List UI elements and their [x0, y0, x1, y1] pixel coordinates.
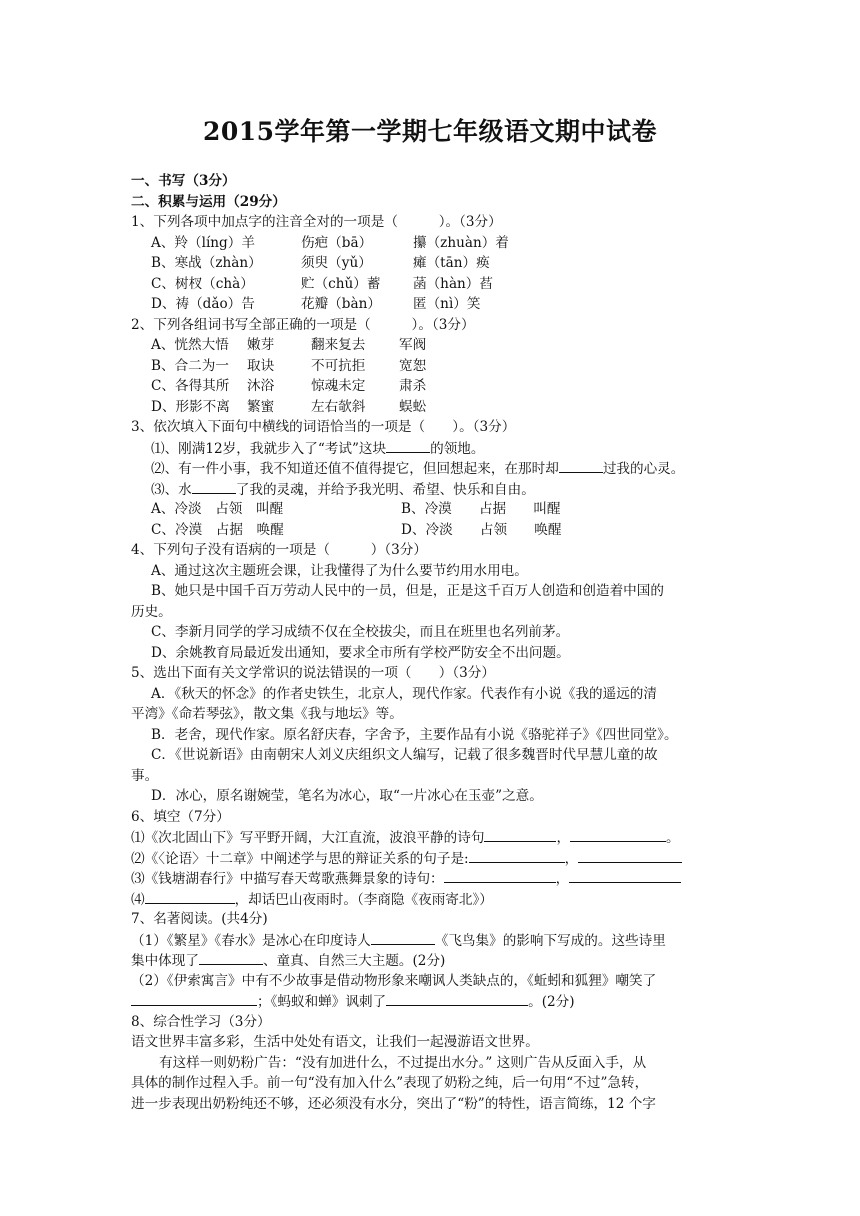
- answer-blank[interactable]: [386, 438, 430, 453]
- option-cell: 左右欹斜: [311, 398, 366, 415]
- option-cell: C、冷漠 占据 唤醒: [151, 521, 284, 538]
- option-row: [131, 253, 731, 274]
- question-2: 2、下列各组词书写全部正确的一项是（ ）。（3分）: [131, 316, 475, 333]
- option-cell: A、恍然大悟: [151, 337, 229, 353]
- option-line: A．《秋天的怀念》的作者史铁生，北京人，现代作家。代表作有小说《我的遥远的清: [151, 685, 657, 702]
- option-row: [131, 376, 731, 397]
- question-1: 1、下列各项中加点字的注音全对的一项是（ ）。（3分）: [131, 214, 502, 230]
- answer-blank[interactable]: [131, 991, 257, 1006]
- option-cell: D、冷淡 占领 唤醒: [401, 521, 562, 538]
- fill-line: ；《蚂蚁和蝉》讽刺了 。(2分): [131, 991, 731, 1012]
- fill-line: ⑷ ，却话巴山夜雨时。（李商隐《夜雨寄北》）: [131, 889, 731, 910]
- option-cell: C、各得其所: [151, 378, 230, 394]
- option-line: 平湾》《命若琴弦》，散文集《我与地坛》等。: [131, 706, 403, 722]
- option-cell: B、寒战（zhàn）: [151, 255, 262, 271]
- option-line: C、李新月同学的学习成绩不仅在全校拔尖，而且在班里也名列前茅。: [151, 624, 570, 640]
- option-line: A、通过这次主题班会课，让我懂得了为什么要节约用水用电。: [151, 562, 528, 579]
- option-row: [131, 294, 731, 315]
- question-6: 6、填空（7分）: [131, 808, 230, 825]
- option-row: [131, 499, 731, 520]
- option-cell: D、形影不离: [151, 398, 230, 415]
- option-line: B．老舍，现代作家。原名舒庆春，字舍予，主要作品有小说《骆驼祥子》《四世同堂》。: [151, 726, 678, 743]
- answer-blank[interactable]: [469, 848, 565, 863]
- answer-blank[interactable]: [559, 458, 603, 473]
- option-cell: 不可抗拒: [311, 357, 366, 374]
- question-5: 5、选出下面有关文学常识的说法错误的一项（ ）（3分）: [131, 665, 495, 681]
- answer-blank[interactable]: [145, 889, 235, 904]
- paragraph-line: 进一步表现出奶粉纯还不够，还必须没有水分，突出了“粉”的特性，语言简练，12 个字: [131, 1095, 656, 1112]
- option-line: D、余姚教育局最近发出通知，要求全市所有学校严防安全不出问题。: [151, 644, 570, 661]
- option-row: [131, 356, 731, 377]
- sentence-line: ⑴、刚满12岁，我就步入了“考试”这块 的领地。: [131, 438, 731, 459]
- option-row: [131, 335, 731, 356]
- option-cell: 宽恕: [399, 357, 427, 374]
- option-row: [131, 233, 731, 254]
- answer-blank[interactable]: [386, 991, 528, 1006]
- answer-blank[interactable]: [371, 930, 435, 945]
- question-4: 4、下列句子没有语病的一项是（ ）（3分）: [131, 542, 427, 558]
- option-cell: 匿（nì）笑: [413, 296, 481, 312]
- option-cell: 嫩芽: [247, 337, 275, 353]
- answer-blank[interactable]: [569, 868, 681, 883]
- page-title: 2015学年第一学期七年级语文期中试卷: [202, 117, 658, 146]
- option-cell: A、冷淡 占领 叫醒: [151, 501, 284, 517]
- option-cell: 攥（zhuàn）着: [413, 234, 509, 251]
- option-cell: 菡（hàn）萏: [413, 275, 493, 292]
- option-cell: A、羚（líng）羊: [151, 234, 255, 251]
- option-row: [131, 274, 731, 295]
- option-cell: 沐浴: [247, 378, 275, 394]
- question-8: 8、综合性学习（3分）: [131, 1013, 271, 1030]
- answer-blank[interactable]: [578, 848, 682, 863]
- exam-content: [131, 171, 731, 1114]
- option-cell: 瘫（tān）痪: [413, 255, 490, 271]
- paragraph-line: 语文世界丰富多彩，生活中处处有语文，让我们一起漫游语文世界。: [131, 1034, 539, 1050]
- option-row: [131, 397, 731, 418]
- fill-line: ⑶《钱塘湖春行》中描写春天莺歌燕舞景象的诗句： ，: [131, 868, 731, 889]
- fill-line: （1）《繁星》《春水》是冰心在印度诗人 《飞鸟集》的影响下写成的。这些诗里: [131, 930, 731, 951]
- sentence-line: ⑶、水 了我的灵魂，并给予我光明、希望、快乐和自由。: [131, 479, 731, 500]
- option-line: 事。: [131, 767, 159, 784]
- option-cell: 繁蜜: [247, 398, 275, 415]
- answer-blank[interactable]: [199, 950, 263, 965]
- fill-line: ⑵《〈论语〉十二章》中阐述学与思的辩证关系的句子是: ，: [131, 848, 731, 869]
- option-cell: C、树杈（chà）: [151, 275, 254, 292]
- option-cell: B、冷漠 占据 叫醒: [401, 501, 561, 517]
- option-line: B、她只是中国千百万劳动人民中的一员，但是，正是这千百万人创造和创造着中国的: [151, 583, 664, 599]
- option-cell: D、祷（dǎo）告: [151, 296, 255, 312]
- option-row: [131, 520, 731, 541]
- option-line: 历史。: [131, 603, 172, 620]
- option-line: C．《世说新语》由南朝宋人刘义庆组织文人编写，记载了很多魏晋时代早慧儿童的故: [151, 747, 658, 763]
- option-cell: 花瓣（bàn）: [301, 296, 381, 312]
- sentence-line: ⑵、有一件小事，我不知道还值不值得提它，但回想起来，在那时却 过我的心灵。: [131, 458, 731, 479]
- answer-blank[interactable]: [444, 868, 556, 883]
- option-cell: 贮（chǔ）蓄: [301, 275, 381, 292]
- option-cell: 军阀: [399, 337, 427, 353]
- paragraph-line: 有这样一则奶粉广告：“没有加进什么，不过提出水分。” 这则广告从反面入手，从: [159, 1054, 647, 1071]
- answer-blank[interactable]: [484, 827, 556, 842]
- option-line: D．冰心，原名谢婉莹，笔名为冰心，取“一片冰心在玉壶”之意。: [151, 788, 543, 804]
- option-cell: 惊魂未定: [311, 378, 366, 394]
- fill-line: （2）《伊索寓言》中有不少故事是借动物形象来嘲讽人类缺点的，《蚯蚓和狐狸》嘲笑了: [131, 972, 657, 989]
- question-3: 3、依次填入下面句中横线的词语恰当的一项是（ ）。（3分）: [131, 419, 516, 435]
- option-cell: 蜈蚣: [399, 398, 427, 415]
- answer-blank[interactable]: [570, 827, 666, 842]
- answer-blank[interactable]: [192, 479, 236, 494]
- option-cell: 取诀: [247, 357, 275, 374]
- fill-line: ⑴《次北固山下》写平野开阔，大江直流，波浪平静的诗句 ， 。: [131, 827, 731, 848]
- section-heading: 二、积累与运用（29分）: [131, 193, 286, 210]
- option-cell: 翻来复去: [311, 337, 366, 353]
- section-heading: 一、书写（3分）: [131, 173, 236, 189]
- question-7: 7、名著阅读。(共4分): [131, 911, 268, 927]
- fill-line: 集中体现了 、童真、自然三大主题。(2分): [131, 950, 731, 971]
- option-cell: 须臾（yǔ）: [301, 255, 372, 271]
- option-cell: 肃杀: [399, 378, 427, 394]
- option-cell: B、合二为一: [151, 357, 229, 374]
- option-cell: 伤疤（bā）: [301, 234, 373, 251]
- paragraph-line: 具体的制作过程入手。前一句“没有加入什么”表现了奶粉之纯，后一句用“不过”急转，: [131, 1075, 649, 1091]
